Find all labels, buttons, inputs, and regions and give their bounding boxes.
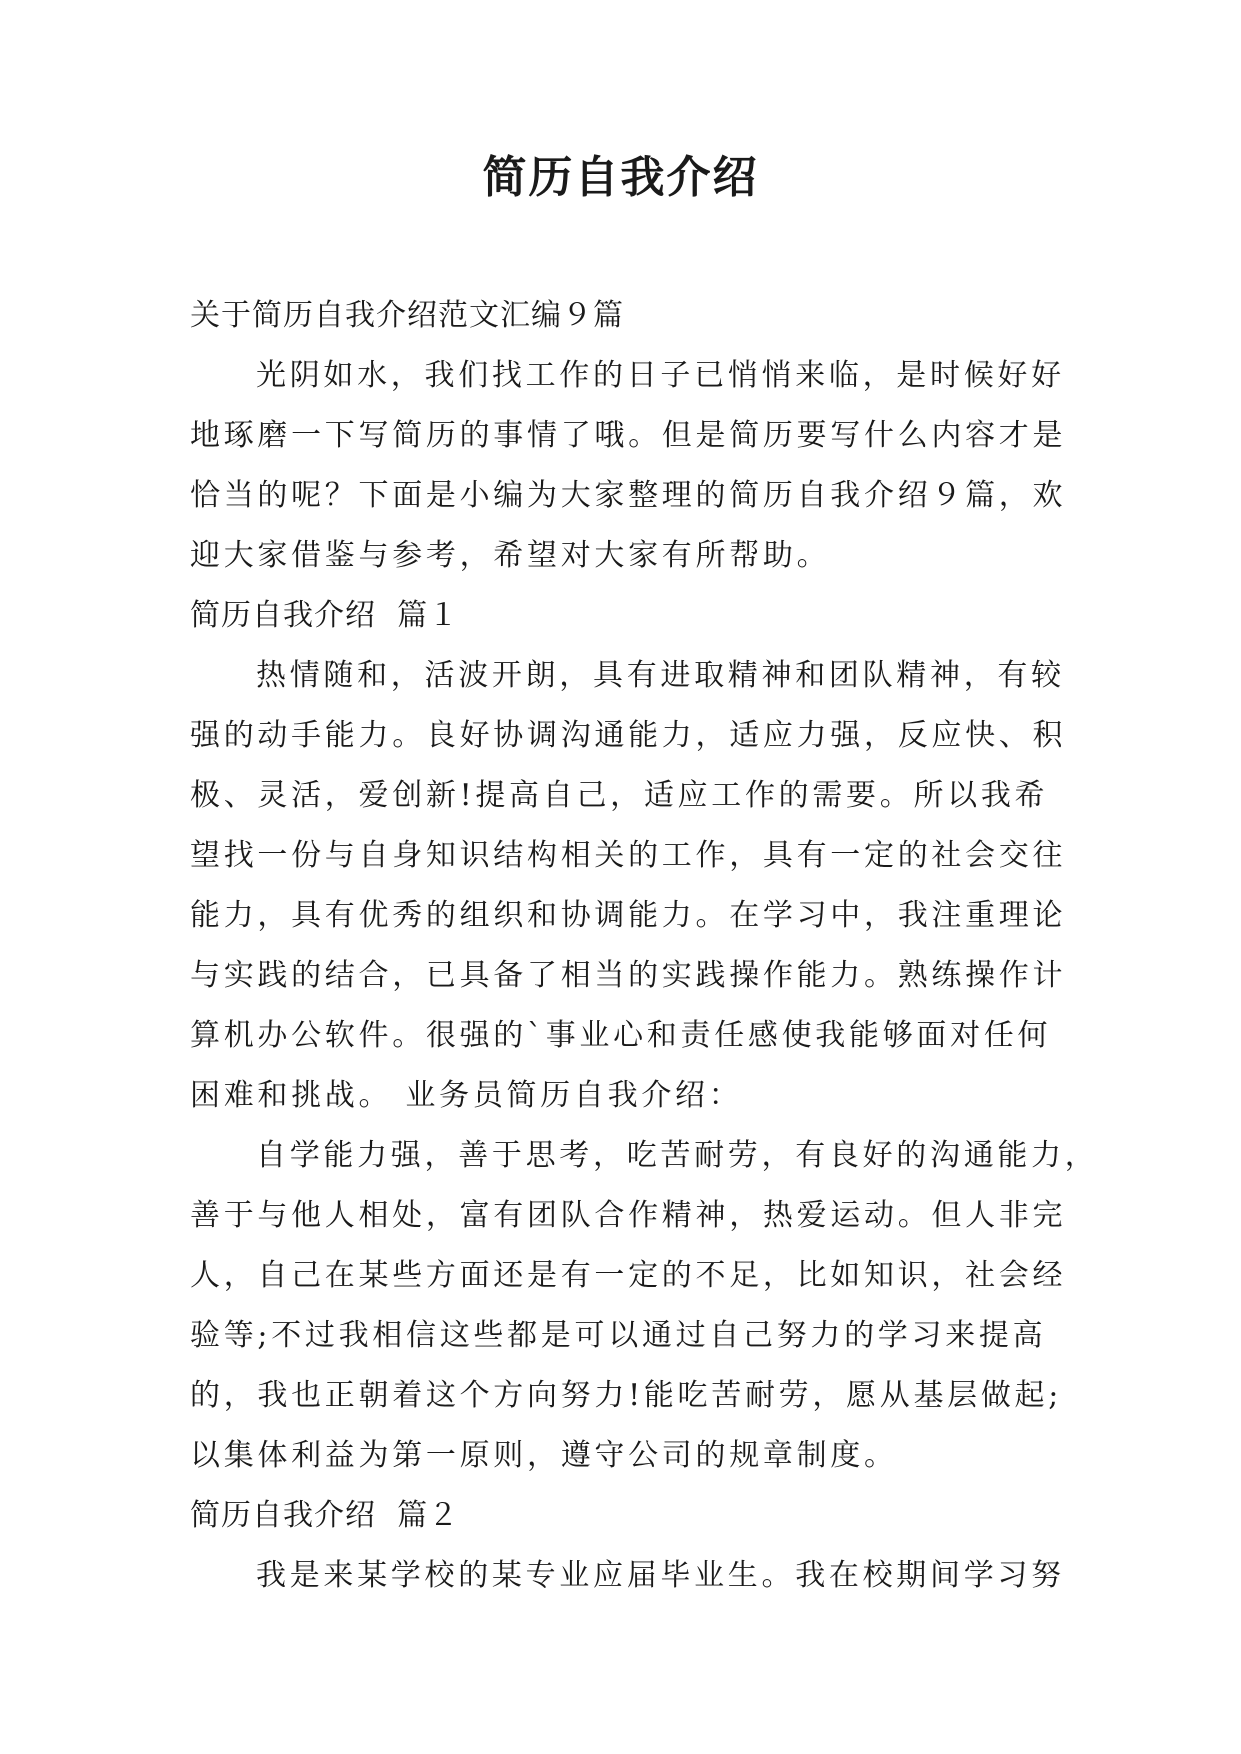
text-line: 善于与他人相处，富有团队合作精神，热爱运动。但人非完 xyxy=(190,1198,1067,1233)
text-line: 强的动手能力。良好协调沟通能力，适应力强，反应快、积 xyxy=(190,718,1067,753)
text-line: 光阴如水，我们找工作的日子已悄悄来临，是时候好好 xyxy=(256,358,1065,393)
text-line: 恰当的呢？下面是小编为大家整理的简历自我介绍９篇，欢 xyxy=(190,478,1067,513)
section-heading: 简历自我介绍 篇１ xyxy=(190,598,460,633)
text-line: 能力，具有优秀的组织和协调能力。在学习中，我注重理论 xyxy=(190,898,1067,933)
text-line: 的，我也正朝着这个方向努力!能吃苦耐劳，愿从基层做起; xyxy=(190,1378,1063,1413)
text-line: 迎大家借鉴与参考，希望对大家有所帮助。 xyxy=(190,538,831,573)
document-body xyxy=(190,286,1099,1606)
document-title: 简历自我介绍 xyxy=(482,152,759,203)
text-line: 人，自己在某些方面还是有一定的不足，比如知识，社会经 xyxy=(190,1258,1067,1293)
text-line: 验等;不过我相信这些都是可以通过自己努力的学习来提高 xyxy=(190,1318,1047,1353)
text-line: 自学能力强，善于思考，吃苦耐劳，有良好的沟通能力， xyxy=(256,1138,1099,1173)
text-line: 算机办公软件。很强的`事业心和责任感使我能够面对任何 xyxy=(190,1018,1052,1053)
text-line: 热情随和，活波开朗，具有进取精神和团队精神，有较 xyxy=(256,658,1065,693)
text-line: 地琢磨一下写简历的事情了哦。但是简历要写什么内容才是 xyxy=(190,418,1067,453)
text-line: 与实践的结合，已具备了相当的实践操作能力。熟练操作计 xyxy=(190,958,1067,993)
text-line: 极、灵活，爱创新!提高自己，适应工作的需要。所以我希 xyxy=(190,778,1049,813)
section-heading: 简历自我介绍 篇２ xyxy=(190,1498,460,1533)
text-line: 我是来某学校的某专业应届毕业生。我在校期间学习努 xyxy=(256,1558,1065,1593)
text-line: 关于简历自我介绍范文汇编９篇 xyxy=(190,298,624,333)
text-line: 以集体利益为第一原则，遵守公司的规章制度。 xyxy=(190,1438,898,1473)
text-line: 望找一份与自身知识结构相关的工作，具有一定的社会交往 xyxy=(190,838,1067,873)
text-line: 困难和挑战。 业务员简历自我介绍： xyxy=(190,1078,743,1113)
